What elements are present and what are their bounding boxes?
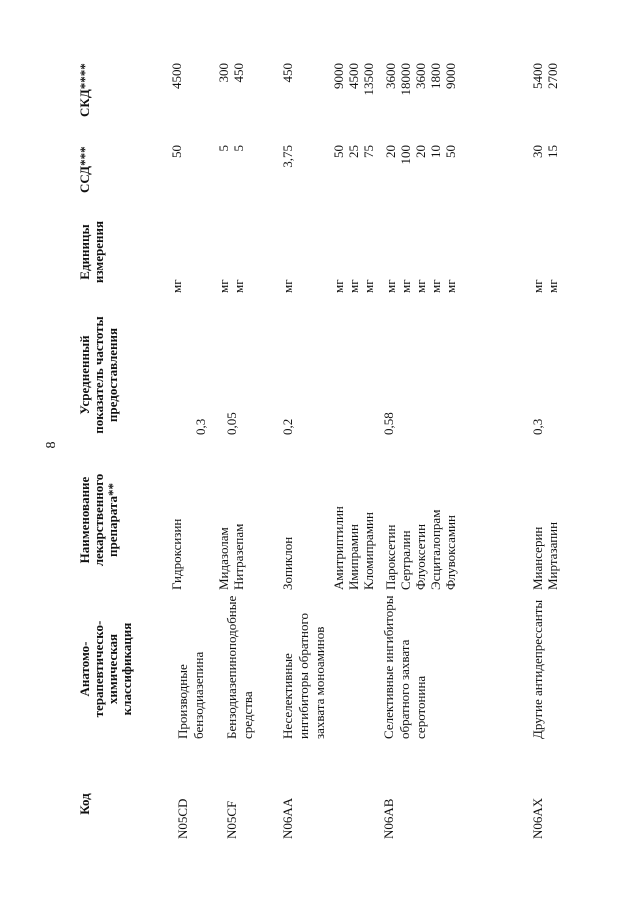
drug-unit: мг <box>428 279 443 293</box>
drug-ssd: 5 <box>231 145 246 152</box>
page-number: 8 <box>44 441 59 449</box>
drug-name: Пароксетин <box>383 524 398 590</box>
drug-ssd: 75 <box>361 145 376 158</box>
drug-unit: мг <box>413 279 428 293</box>
drug-ssd: 15 <box>545 145 560 158</box>
drug-ssd: 20 <box>383 145 398 158</box>
row-code: N06AB <box>381 798 396 839</box>
drug-unit: мг <box>361 279 376 293</box>
drug-unit: мг <box>346 279 361 293</box>
header-drug: Наименование лекарственного препарата** <box>77 473 120 567</box>
drug-skd: 450 <box>280 63 295 83</box>
drug-unit: мг <box>398 279 413 293</box>
header-unit: Единицы измерения <box>77 220 106 284</box>
drug-ssd: 50 <box>169 145 184 158</box>
drug-ssd: 50 <box>331 145 346 158</box>
drug-name: Имипрамин <box>346 524 361 590</box>
drug-skd: 4500 <box>169 63 184 89</box>
row-frequency: 0,2 <box>280 418 295 435</box>
drug-ssd: 50 <box>443 145 458 158</box>
row-atc: Селективные ингибиторы обратного захвата серотонина <box>381 595 428 739</box>
row-code: N06AX <box>530 797 545 839</box>
drug-unit: мг <box>169 279 184 293</box>
drug-unit: мг <box>280 279 295 293</box>
drug-name: Кломипрамин <box>361 512 376 590</box>
drug-unit: мг <box>383 279 398 293</box>
drug-skd: 18000 <box>398 63 413 96</box>
drug-skd: 300 <box>216 63 231 83</box>
row-frequency: 0,58 <box>381 412 396 435</box>
drug-name: Мидазолам <box>216 527 231 590</box>
drug-name: Миртазапин <box>545 521 560 590</box>
drug-name: Сертралин <box>398 530 413 590</box>
drug-name: Гидроксизин <box>169 518 184 590</box>
row-frequency: 0,05 <box>224 412 239 435</box>
drug-name: Эсциталопрам <box>428 509 443 590</box>
drug-skd: 9000 <box>443 63 458 89</box>
header-frequency: Усредненный показатель частоты предоставления <box>77 316 120 434</box>
drug-skd: 4500 <box>346 63 361 89</box>
drug-ssd: 100 <box>398 145 413 165</box>
drug-ssd: 30 <box>530 145 545 158</box>
row-atc: Другие антидепрессанты <box>530 599 545 739</box>
row-frequency: 0,3 <box>193 418 208 435</box>
drug-name: Нитразепам <box>231 523 246 590</box>
drug-unit: мг <box>530 279 545 293</box>
row-atc: Бензодиазепиноподобные средства <box>224 595 255 739</box>
row-code: N05CF <box>224 800 239 839</box>
drug-skd: 5400 <box>530 63 545 89</box>
drug-ssd: 10 <box>428 145 443 158</box>
drug-name: Флувоксамин <box>443 515 458 590</box>
row-frequency: 0,3 <box>530 418 545 435</box>
drug-name: Амитриптилин <box>331 506 346 590</box>
row-atc: Производные бензодиазепина <box>175 651 206 739</box>
row-code: N06AA <box>280 797 295 839</box>
drug-ssd: 20 <box>413 145 428 158</box>
row-atc: Неселективные ингибиторы обратного захвата моноаминов <box>280 613 327 739</box>
drug-unit: мг <box>331 279 346 293</box>
header-code: Код <box>77 793 92 815</box>
drug-skd: 2700 <box>545 63 560 89</box>
drug-skd: 1800 <box>428 63 443 89</box>
drug-ssd: 5 <box>216 145 231 152</box>
drug-skd: 3600 <box>413 63 428 89</box>
drug-name: Миансерин <box>530 526 545 590</box>
drug-unit: мг <box>231 279 246 293</box>
header-ssd: ССД*** <box>77 146 92 193</box>
drug-name: Зопиклон <box>280 536 295 590</box>
drug-skd: 13500 <box>361 63 376 96</box>
drug-skd: 450 <box>231 63 246 83</box>
drug-skd: 9000 <box>331 63 346 89</box>
row-code: N05CD <box>175 798 190 839</box>
header-atc: Анатомо-терапевтическо-химическая классификация <box>77 620 134 718</box>
header-skd: СКД**** <box>77 63 92 117</box>
drug-unit: мг <box>545 279 560 293</box>
drug-unit: мг <box>216 279 231 293</box>
drug-ssd: 25 <box>346 145 361 158</box>
drug-ssd: 3,75 <box>280 145 295 168</box>
drug-unit: мг <box>443 279 458 293</box>
drug-name: Флуоксетин <box>413 523 428 590</box>
drug-skd: 3600 <box>383 63 398 89</box>
